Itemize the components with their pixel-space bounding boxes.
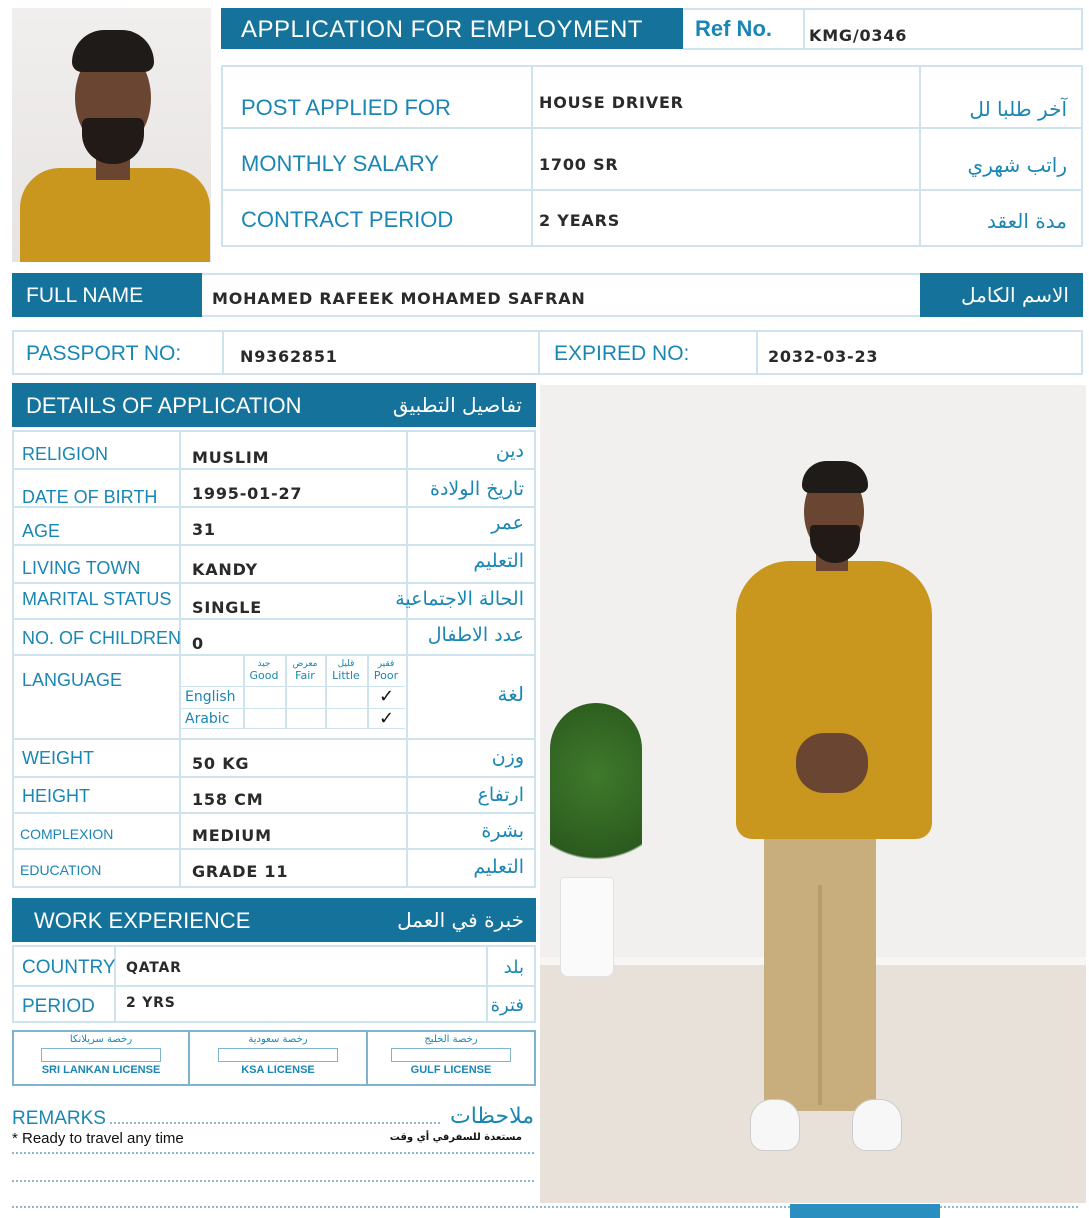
language-arabic: لغة xyxy=(497,682,524,706)
license-gulf-arabic: رخصة الخليج xyxy=(424,1034,478,1045)
marital-status-arabic: الحالة الاجتماعية xyxy=(395,588,524,610)
contract-period-value: 2 YEARS xyxy=(539,211,621,230)
marital-status-label: MARITAL STATUS xyxy=(22,589,172,609)
complexion-label: COMPLEXION xyxy=(20,826,114,842)
license-sri-lankan xyxy=(14,1032,188,1084)
education-value: GRADE 11 xyxy=(192,862,289,881)
license-sri-lankan-arabic: رخصة سريلانكا xyxy=(69,1034,133,1045)
license-sri-lankan-checkbox[interactable] xyxy=(41,1048,161,1062)
full-name-label-box xyxy=(12,273,202,317)
living-town-label: LIVING TOWN xyxy=(22,558,141,578)
post-applied-value: HOUSE DRIVER xyxy=(539,93,684,112)
post-applied-arabic: آخر طلبا لل xyxy=(969,97,1067,121)
level-fair-arabic: معرض xyxy=(292,659,318,669)
remarks-section xyxy=(12,1100,536,1192)
language-label: LANGUAGE xyxy=(22,670,123,690)
ref-value: KMG/0346 xyxy=(809,26,908,45)
living-town-arabic: التعليم xyxy=(473,550,524,572)
license-ksa-arabic: رخصة سعودية xyxy=(248,1034,308,1045)
level-poor-arabic: فقير xyxy=(377,659,395,669)
religion-label: RELIGION xyxy=(22,444,109,464)
remarks-note: * Ready to travel any time xyxy=(12,1130,184,1147)
period-value: 2 YRS xyxy=(126,995,176,1011)
level-good: Good xyxy=(249,669,279,682)
complexion-arabic: بشرة xyxy=(481,820,524,842)
ref-box xyxy=(683,8,1083,50)
level-fair: Fair xyxy=(295,669,315,682)
work-title: WORK EXPERIENCE xyxy=(34,908,251,933)
full-name-value-box xyxy=(202,273,920,317)
age-arabic: عمر xyxy=(491,512,524,534)
height-value: 158 CM xyxy=(192,790,264,809)
full-name-label: FULL NAME xyxy=(26,284,144,307)
details-table xyxy=(12,430,536,888)
details-header xyxy=(12,383,536,427)
complexion-value: MEDIUM xyxy=(192,826,272,845)
contract-period-label: CONTRACT PERIOD xyxy=(241,207,454,232)
ref-label: Ref No. xyxy=(695,16,772,41)
children-value: 0 xyxy=(192,634,204,653)
religion-arabic: دين xyxy=(495,440,524,462)
license-ksa xyxy=(190,1032,366,1084)
passport-row xyxy=(12,330,1083,375)
monthly-salary-value: 1700 SR xyxy=(539,155,619,174)
expired-label: EXPIRED NO: xyxy=(554,342,690,365)
weight-arabic: وزن xyxy=(491,746,524,768)
language-arabic-name: Arabic xyxy=(185,711,230,727)
license-ksa-label: KSA LICENSE xyxy=(241,1064,315,1076)
period-arabic: فترة xyxy=(490,995,524,1016)
post-applied-label: POST APPLIED FOR xyxy=(241,95,451,120)
work-header xyxy=(12,898,536,942)
country-value: QATAR xyxy=(126,960,182,976)
contract-period-arabic: مدة العقد xyxy=(987,209,1067,233)
language-english: English xyxy=(185,689,236,705)
page-title: APPLICATION FOR EMPLOYMENT xyxy=(241,16,643,43)
period-label: PERIOD xyxy=(22,996,95,1017)
arabic-poor-check: ✓ xyxy=(379,708,395,729)
expired-value: 2032-03-23 xyxy=(768,347,879,366)
job-table xyxy=(221,65,1083,247)
country-label: COUNTRY xyxy=(22,957,116,978)
portrait-photo xyxy=(12,8,211,262)
children-arabic: عدد الاطفال xyxy=(427,624,524,646)
license-sri-lankan-label: SRI LANKAN LICENSE xyxy=(41,1064,161,1076)
education-arabic: التعليم xyxy=(473,856,524,878)
age-value: 31 xyxy=(192,520,216,539)
details-title: DETAILS OF APPLICATION xyxy=(26,393,302,418)
license-gulf-label: GULF LICENSE xyxy=(410,1064,492,1076)
license-gulf xyxy=(368,1032,534,1084)
plant-leaves xyxy=(550,703,642,883)
license-gulf-checkbox[interactable] xyxy=(391,1048,511,1062)
remarks-arabic: ملاحظات xyxy=(450,1104,534,1129)
details-title-arabic: تفاصيل التطبيق xyxy=(392,393,522,417)
living-town-value: KANDY xyxy=(192,560,258,579)
religion-value: MUSLIM xyxy=(192,448,270,467)
weight-value: 50 KG xyxy=(192,754,250,773)
country-arabic: بلد xyxy=(503,957,524,978)
license-ksa-checkbox[interactable] xyxy=(218,1048,338,1062)
bottom-accent-bar xyxy=(790,1204,940,1218)
full-body-photo xyxy=(540,385,1086,1203)
dob-arabic: تاريخ الولادة xyxy=(430,478,524,500)
language-grid xyxy=(181,656,405,732)
education-label: EDUCATION xyxy=(20,862,102,878)
age-label: AGE xyxy=(22,521,61,541)
height-label: HEIGHT xyxy=(22,786,91,806)
full-name-value: MOHAMED RAFEEK MOHAMED SAFRAN xyxy=(212,289,586,308)
plant-pot xyxy=(560,877,614,977)
full-name-arabic-box xyxy=(920,273,1083,317)
marital-status-value: SINGLE xyxy=(192,598,262,617)
level-little-arabic: قليل xyxy=(337,659,355,669)
weight-label: WEIGHT xyxy=(22,748,94,768)
level-poor: Poor xyxy=(373,669,399,682)
children-label: NO. OF CHILDREN xyxy=(22,628,182,648)
work-table xyxy=(12,945,536,1023)
monthly-salary-label: MONTHLY SALARY xyxy=(241,151,440,176)
english-poor-check: ✓ xyxy=(379,686,395,707)
dob-label: DATE OF BIRTH xyxy=(22,487,158,507)
passport-value: N9362851 xyxy=(240,347,338,366)
monthly-salary-arabic: راتب شهري xyxy=(967,153,1067,177)
remarks-label: REMARKS xyxy=(12,1108,106,1129)
remarks-note-arabic: مستعدة للسفرفي أي وقت xyxy=(389,1132,522,1143)
licenses-box xyxy=(12,1030,536,1086)
height-arabic: ارتفاع xyxy=(477,784,524,806)
level-good-arabic: جيد xyxy=(257,659,271,669)
application-title-bar xyxy=(221,8,683,49)
work-title-arabic: خبرة في العمل xyxy=(397,908,524,932)
dob-value: 1995-01-27 xyxy=(192,484,303,503)
passport-label: PASSPORT NO: xyxy=(26,342,182,365)
full-name-arabic: الاسم الكامل xyxy=(960,283,1069,307)
level-little: Little xyxy=(332,669,360,682)
